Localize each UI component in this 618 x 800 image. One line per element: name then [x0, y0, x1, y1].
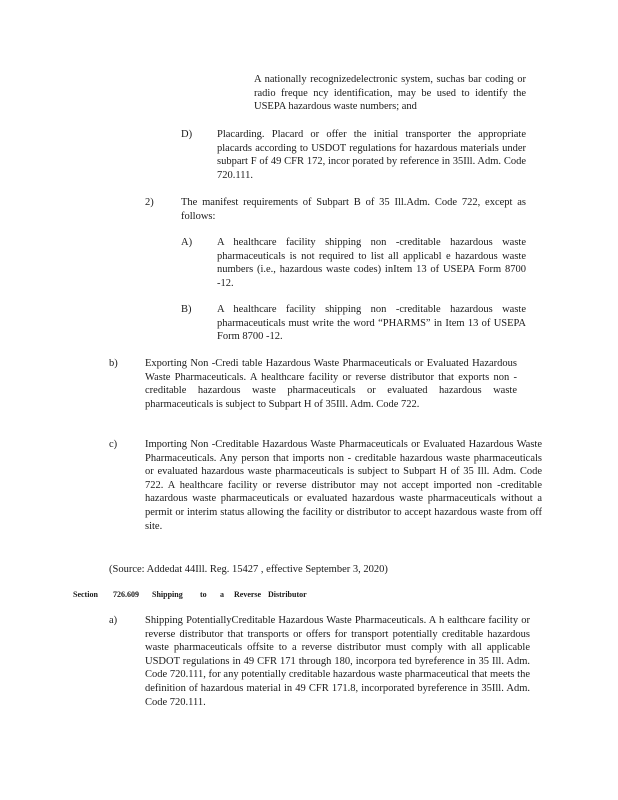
source-note-text: (Source: Addedat 44Ill. Reg. 15427 , effective September 3, 2020) — [109, 564, 388, 575]
item-b-text: Exporting Non -Credi table Hazardous Waste Pharmaceuticals or Evaluated Hazardous Waste Pharmaceuticals. A healthcare facility or reverse distributor that exports non -creditable hazardous waste pharmaceuticals or evaluated hazardous waste pharmaceuticals is subject to Subpart H of 35Ill. Adm. Code 722. — [145, 358, 517, 410]
item-a-text: Shipping PotentiallyCreditable Hazardous Waste Pharmaceuticals. A h ealthcare facility or reverse distributor that transports or offers for transport potentially creditable hazardous waste pharmaceuticals offsite to a reverse distributor must comply with all applicable USDOT regulations in 49 CFR 171 through 180, incorpora ted byreference in 35 Ill. Adm. Code 720.111, for any potentially creditable hazardous waste pharmaceutical that meets the definition of hazardous material in 49 CFR 171.8, incorporated byreference in 35Ill. Adm. Code 720.111. — [145, 615, 530, 708]
item-2B-text: A healthcare facility shipping non -creditable hazardous waste pharmaceuticals must write the word “PHARMS” in Item 13 of USEPA Form 8700 -12. — [217, 304, 526, 343]
paragraph-continuation — [254, 73, 526, 114]
item-c-text: Importing Non -Creditable Hazardous Waste Pharmaceuticals or Evaluated Hazardous Waste Pharmaceuticals. Any person that imports non - creditable hazardous waste pharmaceuticals or evaluated hazardous waste pharmaceuticals is subject to Subpart H of 35 Ill. Adm. Code 722. A healthcare facility or reverse distributor may not accept imported non -creditable hazardous waste pharmaceuticals or evaluated hazardous waste pharmaceuticals without a permit or interim status allowing the facility or distributor to accept hazardous waste from off site. — [145, 439, 542, 532]
section-title-word: Reverse — [234, 590, 262, 599]
item-D-text: Placarding. Placard or offer the initial transporter the appropriate placards according to USDOT regulations for hazardous materials under subpart F of 49 CFR 172, incor porated by reference in 35Ill. Adm. Code 720.111. — [217, 129, 526, 181]
item-2 — [181, 196, 526, 223]
section-word: Section — [73, 590, 98, 599]
item-label-2A: A) — [181, 237, 193, 248]
item-2-text: The manifest requirements of Subpart B of 35 Ill.Adm. Code 722, except as follows: — [181, 197, 526, 222]
paragraph-text: A nationally recognizedelectronic system, suchas bar coding or radio freque ncy identification, may be used to identify the USEPA hazardous waste numbers; and — [254, 74, 526, 113]
item-b — [145, 357, 517, 411]
item-label-2B: B) — [181, 304, 192, 315]
section-title-word: Shipping — [152, 590, 183, 599]
item-a — [145, 614, 530, 709]
item-D — [217, 128, 526, 182]
item-label-2: 2) — [145, 197, 154, 208]
item-label-c: c) — [109, 439, 118, 450]
item-2B — [217, 303, 526, 344]
section-title-word: Distributor — [268, 590, 307, 599]
item-c — [145, 438, 542, 533]
item-label-D: D) — [181, 129, 193, 140]
item-2A — [217, 236, 526, 290]
source-note — [109, 563, 529, 577]
section-title-word: a — [220, 590, 224, 599]
section-title-word: to — [200, 590, 207, 599]
item-label-a: a) — [109, 615, 118, 626]
item-2A-text: A healthcare facility shipping non -creditable hazardous waste pharmaceuticals is not required to list all applicabl e hazardous waste numbers (i.e., hazardous waste codes) inItem 13 of USEPA Form 8700 -12. — [217, 237, 526, 289]
section-number: 726.609 — [113, 590, 139, 599]
item-label-b: b) — [109, 358, 118, 369]
